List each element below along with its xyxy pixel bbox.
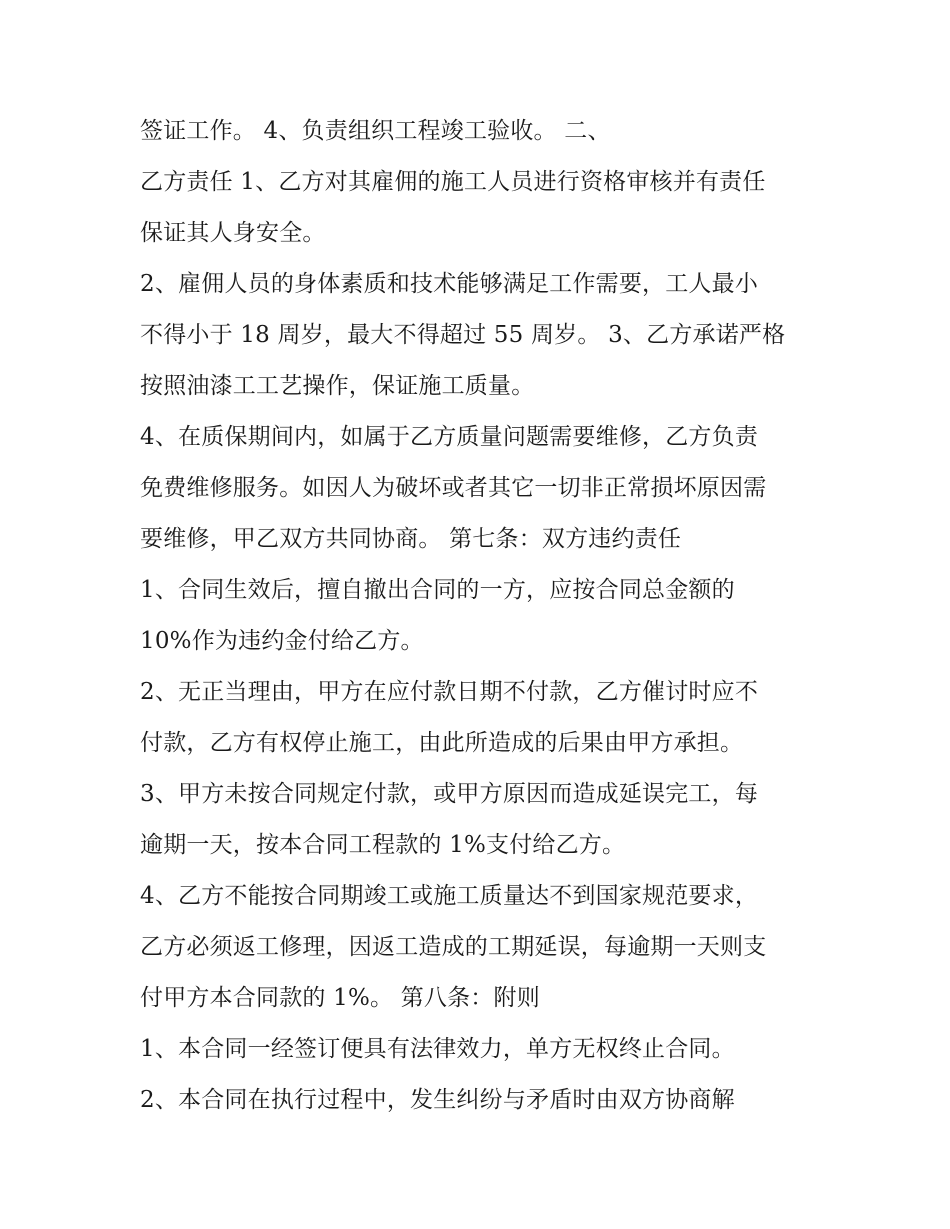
text-line: 付款，乙方有权停止施工，由此所造成的后果由甲方承担。 <box>140 730 744 756</box>
text-line: 2、无正当理由，甲方在应付款日期不付款，乙方催讨时应不 <box>140 679 759 705</box>
contract-text <box>140 106 840 1126</box>
text-line: 逾期一天，按本合同工程款的 1%支付给乙方。 <box>140 832 626 858</box>
text-line: 乙方必须返工修理，因返工造成的工期延误，每逾期一天则支 <box>140 934 767 960</box>
text-line: 2、本合同在执行过程中，发生纠纷与矛盾时由双方协商解 <box>140 1087 735 1113</box>
text-line: 3、甲方未按合同规定付款，或甲方原因而造成延误完工，每 <box>140 781 759 807</box>
text-line: 要维修，甲乙双方共同协商。 第七条：双方违约责任 <box>140 526 682 552</box>
text-line: 2、雇佣人员的身体素质和技术能够满足工作需要，工人最小 <box>140 271 759 297</box>
text-line: 不得小于 18 周岁，最大不得超过 55 周岁。 3、乙方承诺严格 <box>140 322 786 348</box>
text-line: 付甲方本合同款的 1%。 第八条：附则 <box>140 985 540 1011</box>
text-line: 乙方责任 1、乙方对其雇佣的施工人员进行资格审核并有责任 <box>140 169 766 195</box>
text-line: 4、乙方不能按合同期竣工或施工质量达不到国家规范要求， <box>140 883 759 909</box>
text-line: 按照油漆工工艺操作，保证施工质量。 <box>140 373 535 399</box>
text-line: 签证工作。 4、负责组织工程竣工验收。 二、 <box>140 118 611 144</box>
text-line: 保证其人身安全。 <box>140 220 326 246</box>
text-line: 1、合同生效后，擅自撤出合同的一方，应按合同总金额的 <box>140 577 735 603</box>
text-line: 免费维修服务。如因人为破坏或者其它一切非正常损坏原因需 <box>140 475 767 501</box>
text-line: 1、本合同一经签订便具有法律效力，单方无权终止合同。 <box>140 1036 735 1062</box>
text-line: 10%作为违约金付给乙方。 <box>140 628 424 654</box>
text-line: 4、在质保期间内，如属于乙方质量问题需要维修，乙方负责 <box>140 424 759 450</box>
